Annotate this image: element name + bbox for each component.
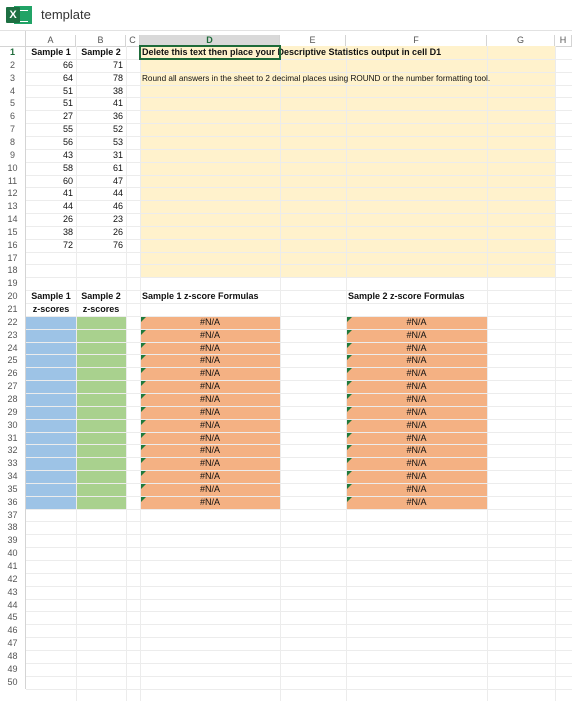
row-header-31[interactable]: 31 xyxy=(0,432,26,445)
selected-cell-d1[interactable] xyxy=(139,45,281,60)
row-gridline xyxy=(26,406,572,407)
row-header-15[interactable]: 15 xyxy=(0,226,26,239)
cell-d1[interactable]: Delete this text then place your Descriptive Statistics output in cell D1 xyxy=(142,47,442,57)
row-gridline xyxy=(26,444,572,445)
row-header-9[interactable]: 9 xyxy=(0,149,26,162)
cell-sample2-value[interactable]: 78 xyxy=(112,72,123,83)
row-header-6[interactable]: 6 xyxy=(0,110,26,123)
cell-a21[interactable]: z-scores xyxy=(32,304,70,314)
row-header-21[interactable]: 21 xyxy=(0,303,26,316)
cell-f-formula-error[interactable]: #N/A xyxy=(406,355,427,366)
row-header-29[interactable]: 29 xyxy=(0,406,26,419)
error-indicator-icon xyxy=(141,343,146,348)
row-header-49[interactable]: 49 xyxy=(0,663,26,676)
row-header-35[interactable]: 35 xyxy=(0,483,26,496)
cell-sample2-value[interactable]: 36 xyxy=(112,111,123,122)
row-header-38[interactable]: 38 xyxy=(0,521,26,534)
error-indicator-icon xyxy=(141,484,146,489)
cell-sample2-value[interactable]: 76 xyxy=(112,239,123,250)
cell-d-formula-error[interactable]: #N/A xyxy=(199,458,220,469)
column-gridline xyxy=(280,46,281,701)
cell-d-formula-error[interactable]: #N/A xyxy=(199,393,220,404)
error-indicator-icon xyxy=(141,368,146,373)
cell-sample1-value[interactable]: 60 xyxy=(62,175,73,186)
row-header-42[interactable]: 42 xyxy=(0,573,26,586)
cell-sample2-value[interactable]: 46 xyxy=(112,201,123,212)
row-gridline xyxy=(26,534,572,535)
cell-sample2-value[interactable]: 71 xyxy=(112,59,123,70)
title-bar xyxy=(0,0,572,30)
error-indicator-icon xyxy=(141,330,146,335)
error-indicator-icon xyxy=(141,317,146,322)
row-gridline xyxy=(26,611,572,612)
row-header-5[interactable]: 5 xyxy=(0,97,26,110)
cell-sample2-value[interactable]: 26 xyxy=(112,226,123,237)
cell-sample1-value[interactable]: 41 xyxy=(62,188,73,199)
error-indicator-icon xyxy=(347,317,352,322)
select-all-corner[interactable] xyxy=(0,31,26,46)
cell-sample2-value[interactable]: 23 xyxy=(112,214,123,225)
row-header-47[interactable]: 47 xyxy=(0,637,26,650)
row-header-14[interactable]: 14 xyxy=(0,213,26,226)
row-gridline xyxy=(26,470,572,471)
row-header-40[interactable]: 40 xyxy=(0,547,26,560)
row-header-3[interactable]: 3 xyxy=(0,72,26,85)
error-indicator-icon xyxy=(347,458,352,463)
error-indicator-icon xyxy=(347,330,352,335)
row-gridline xyxy=(26,637,572,638)
column-header-f[interactable]: F xyxy=(346,35,487,46)
cell-sample1-value[interactable]: 55 xyxy=(62,124,73,135)
row-header-20[interactable]: 20 xyxy=(0,290,26,303)
row-gridline xyxy=(26,663,572,664)
cell-f-formula-error[interactable]: #N/A xyxy=(406,458,427,469)
row-header-1[interactable]: 1 xyxy=(0,46,26,59)
row-gridline xyxy=(26,560,572,561)
cell-d-formula-error[interactable]: #N/A xyxy=(199,471,220,482)
row-gridline xyxy=(26,342,572,343)
column-header-a[interactable]: A xyxy=(26,35,76,46)
row-gridline xyxy=(26,547,572,548)
cell-sample1-value[interactable]: 56 xyxy=(62,136,73,147)
error-indicator-icon xyxy=(347,420,352,425)
row-header-11[interactable]: 11 xyxy=(0,175,26,188)
cell-f-formula-error[interactable]: #N/A xyxy=(406,432,427,443)
cell-sample1-value[interactable]: 66 xyxy=(62,59,73,70)
cell-d-formula-error[interactable]: #N/A xyxy=(199,445,220,456)
column-gridline xyxy=(140,46,141,701)
cell-d-formula-error[interactable]: #N/A xyxy=(199,316,220,327)
excel-icon: X xyxy=(6,6,34,24)
cell-a1[interactable]: Sample 1 xyxy=(31,47,71,57)
error-indicator-icon xyxy=(347,484,352,489)
row-header-27[interactable]: 27 xyxy=(0,380,26,393)
row-header-33[interactable]: 33 xyxy=(0,457,26,470)
cell-sample2-value[interactable]: 61 xyxy=(112,162,123,173)
cell-d-formula-error[interactable]: #N/A xyxy=(199,329,220,340)
cell-sample1-value[interactable]: 58 xyxy=(62,162,73,173)
error-indicator-icon xyxy=(141,420,146,425)
row-header-34[interactable]: 34 xyxy=(0,470,26,483)
sample2-zscores-area xyxy=(76,316,126,509)
row-gridline xyxy=(26,354,572,355)
cell-b20[interactable]: Sample 2 xyxy=(81,291,121,302)
cell-d-formula-error[interactable]: #N/A xyxy=(199,419,220,430)
row-header-22[interactable]: 22 xyxy=(0,316,26,329)
cell-b21[interactable]: z-scores xyxy=(82,304,120,314)
row-header-50[interactable]: 50 xyxy=(0,676,26,689)
column-gridline xyxy=(555,46,556,701)
cell-f-formula-error[interactable]: #N/A xyxy=(406,393,427,404)
cell-f-formula-error[interactable]: #N/A xyxy=(406,316,427,327)
error-indicator-icon xyxy=(141,381,146,386)
spreadsheet-grid[interactable] xyxy=(0,30,572,701)
row-header-45[interactable]: 45 xyxy=(0,611,26,624)
column-gridline xyxy=(487,46,488,701)
row-header-37[interactable]: 37 xyxy=(0,509,26,522)
cell-f-formula-error[interactable]: #N/A xyxy=(406,342,427,353)
row-gridline xyxy=(26,393,572,394)
column-header-c[interactable]: C xyxy=(126,35,140,46)
cell-sample2-value[interactable]: 31 xyxy=(112,149,123,160)
cell-sample2-value[interactable]: 52 xyxy=(112,124,123,135)
row-header-26[interactable]: 26 xyxy=(0,367,26,380)
row-header-43[interactable]: 43 xyxy=(0,586,26,599)
row-header-30[interactable]: 30 xyxy=(0,419,26,432)
cell-d20[interactable]: Sample 1 z-score Formulas xyxy=(142,291,259,302)
row-header-7[interactable]: 7 xyxy=(0,123,26,136)
row-header-19[interactable]: 19 xyxy=(0,277,26,290)
row-gridline xyxy=(26,419,572,420)
column-gridline xyxy=(346,46,347,701)
column-gridline xyxy=(126,46,127,701)
cell-b1[interactable]: Sample 2 xyxy=(81,47,121,57)
row-gridline xyxy=(26,264,572,265)
row-gridline xyxy=(26,689,572,690)
error-indicator-icon xyxy=(141,497,146,502)
cell-sample1-value[interactable]: 64 xyxy=(62,72,73,83)
error-indicator-icon xyxy=(347,497,352,502)
row-header-48[interactable]: 48 xyxy=(0,650,26,663)
row-gridline xyxy=(26,329,572,330)
row-gridline xyxy=(26,624,572,625)
row-gridline xyxy=(26,573,572,574)
cell-a20[interactable]: Sample 1 xyxy=(31,291,71,302)
cell-d-formula-error[interactable]: #N/A xyxy=(199,496,220,507)
error-indicator-icon xyxy=(347,445,352,450)
error-indicator-icon xyxy=(347,343,352,348)
row-header-23[interactable]: 23 xyxy=(0,329,26,342)
row-header-25[interactable]: 25 xyxy=(0,354,26,367)
error-indicator-icon xyxy=(141,394,146,399)
column-header-h[interactable]: H xyxy=(555,35,572,46)
row-gridline xyxy=(26,367,572,368)
column-header-g[interactable]: G xyxy=(487,35,555,46)
cell-sample2-value[interactable]: 38 xyxy=(112,85,123,96)
error-indicator-icon xyxy=(141,433,146,438)
error-indicator-icon xyxy=(347,407,352,412)
row-header-32[interactable]: 32 xyxy=(0,444,26,457)
column-header-row xyxy=(0,31,572,47)
row-gridline xyxy=(26,483,572,484)
error-indicator-icon xyxy=(141,355,146,360)
cell-sample2-value[interactable]: 53 xyxy=(112,136,123,147)
row-header-8[interactable]: 8 xyxy=(0,136,26,149)
error-indicator-icon xyxy=(141,471,146,476)
row-gridline xyxy=(26,509,572,510)
row-gridline xyxy=(26,599,572,600)
row-header-4[interactable]: 4 xyxy=(0,85,26,98)
column-gridline xyxy=(76,46,77,701)
cell-sample2-value[interactable]: 47 xyxy=(112,175,123,186)
cell-sample2-value[interactable]: 44 xyxy=(112,188,123,199)
row-header-16[interactable]: 16 xyxy=(0,239,26,252)
error-indicator-icon xyxy=(347,381,352,386)
column-header-e[interactable]: E xyxy=(280,35,346,46)
row-gridline xyxy=(26,277,572,278)
cell-sample1-value[interactable]: 72 xyxy=(62,239,73,250)
cell-f-formula-error[interactable]: #N/A xyxy=(406,381,427,392)
row-gridline xyxy=(26,586,572,587)
row-header-2[interactable]: 2 xyxy=(0,59,26,72)
row-header-41[interactable]: 41 xyxy=(0,560,26,573)
cell-d-formula-error[interactable]: #N/A xyxy=(199,381,220,392)
cell-sample1-value[interactable]: 51 xyxy=(62,85,73,96)
row-gridline xyxy=(26,521,572,522)
error-indicator-icon xyxy=(347,355,352,360)
row-header-24[interactable]: 24 xyxy=(0,342,26,355)
cell-sample1-value[interactable]: 27 xyxy=(62,111,73,122)
cell-f-formula-error[interactable]: #N/A xyxy=(406,483,427,494)
row-header-36[interactable]: 36 xyxy=(0,496,26,509)
cell-sample1-value[interactable]: 26 xyxy=(62,214,73,225)
cell-f-formula-error[interactable]: #N/A xyxy=(406,406,427,417)
row-gridline xyxy=(26,676,572,677)
row-gridline xyxy=(26,650,572,651)
row-header-10[interactable]: 10 xyxy=(0,162,26,175)
column-header-b[interactable]: B xyxy=(76,35,126,46)
cell-sample2-value[interactable]: 41 xyxy=(112,98,123,109)
cell-d-formula-error[interactable]: #N/A xyxy=(199,406,220,417)
row-header-44[interactable]: 44 xyxy=(0,599,26,612)
error-indicator-icon xyxy=(347,368,352,373)
row-header-18[interactable]: 18 xyxy=(0,264,26,277)
cell-f-formula-error[interactable]: #N/A xyxy=(406,419,427,430)
cell-d-formula-error[interactable]: #N/A xyxy=(199,355,220,366)
row-gridline xyxy=(26,380,572,381)
cell-d3[interactable]: Round all answers in the sheet to 2 decimal places using ROUND or the number formatting tool. xyxy=(142,73,491,83)
cell-f-formula-error[interactable]: #N/A xyxy=(406,368,427,379)
column-header-d[interactable]: D xyxy=(140,35,280,46)
error-indicator-icon xyxy=(347,394,352,399)
cell-d-formula-error[interactable]: #N/A xyxy=(199,432,220,443)
cell-f-formula-error[interactable]: #N/A xyxy=(406,445,427,456)
row-header-39[interactable]: 39 xyxy=(0,534,26,547)
row-header-12[interactable]: 12 xyxy=(0,187,26,200)
error-indicator-icon xyxy=(141,458,146,463)
cell-f20[interactable]: Sample 2 z-score Formulas xyxy=(348,291,465,302)
row-gridline xyxy=(26,496,572,497)
cell-sample1-value[interactable]: 44 xyxy=(62,201,73,212)
cell-f-formula-error[interactable]: #N/A xyxy=(406,471,427,482)
cell-d-formula-error[interactable]: #N/A xyxy=(199,342,220,353)
cell-f-formula-error[interactable]: #N/A xyxy=(406,496,427,507)
error-indicator-icon xyxy=(347,433,352,438)
cell-f-formula-error[interactable]: #N/A xyxy=(406,329,427,340)
cell-sample1-value[interactable]: 43 xyxy=(62,149,73,160)
error-indicator-icon xyxy=(141,407,146,412)
error-indicator-icon xyxy=(347,471,352,476)
cell-sample1-value[interactable]: 51 xyxy=(62,98,73,109)
cell-d-formula-error[interactable]: #N/A xyxy=(199,483,220,494)
row-header-13[interactable]: 13 xyxy=(0,200,26,213)
row-header-46[interactable]: 46 xyxy=(0,624,26,637)
sample1-zscores-area xyxy=(26,316,76,509)
cell-sample1-value[interactable]: 38 xyxy=(62,226,73,237)
cell-d-formula-error[interactable]: #N/A xyxy=(199,368,220,379)
error-indicator-icon xyxy=(141,445,146,450)
window-title: template xyxy=(41,7,91,22)
row-header-17[interactable]: 17 xyxy=(0,252,26,265)
row-gridline xyxy=(26,457,572,458)
row-gridline xyxy=(26,432,572,433)
row-header-28[interactable]: 28 xyxy=(0,393,26,406)
